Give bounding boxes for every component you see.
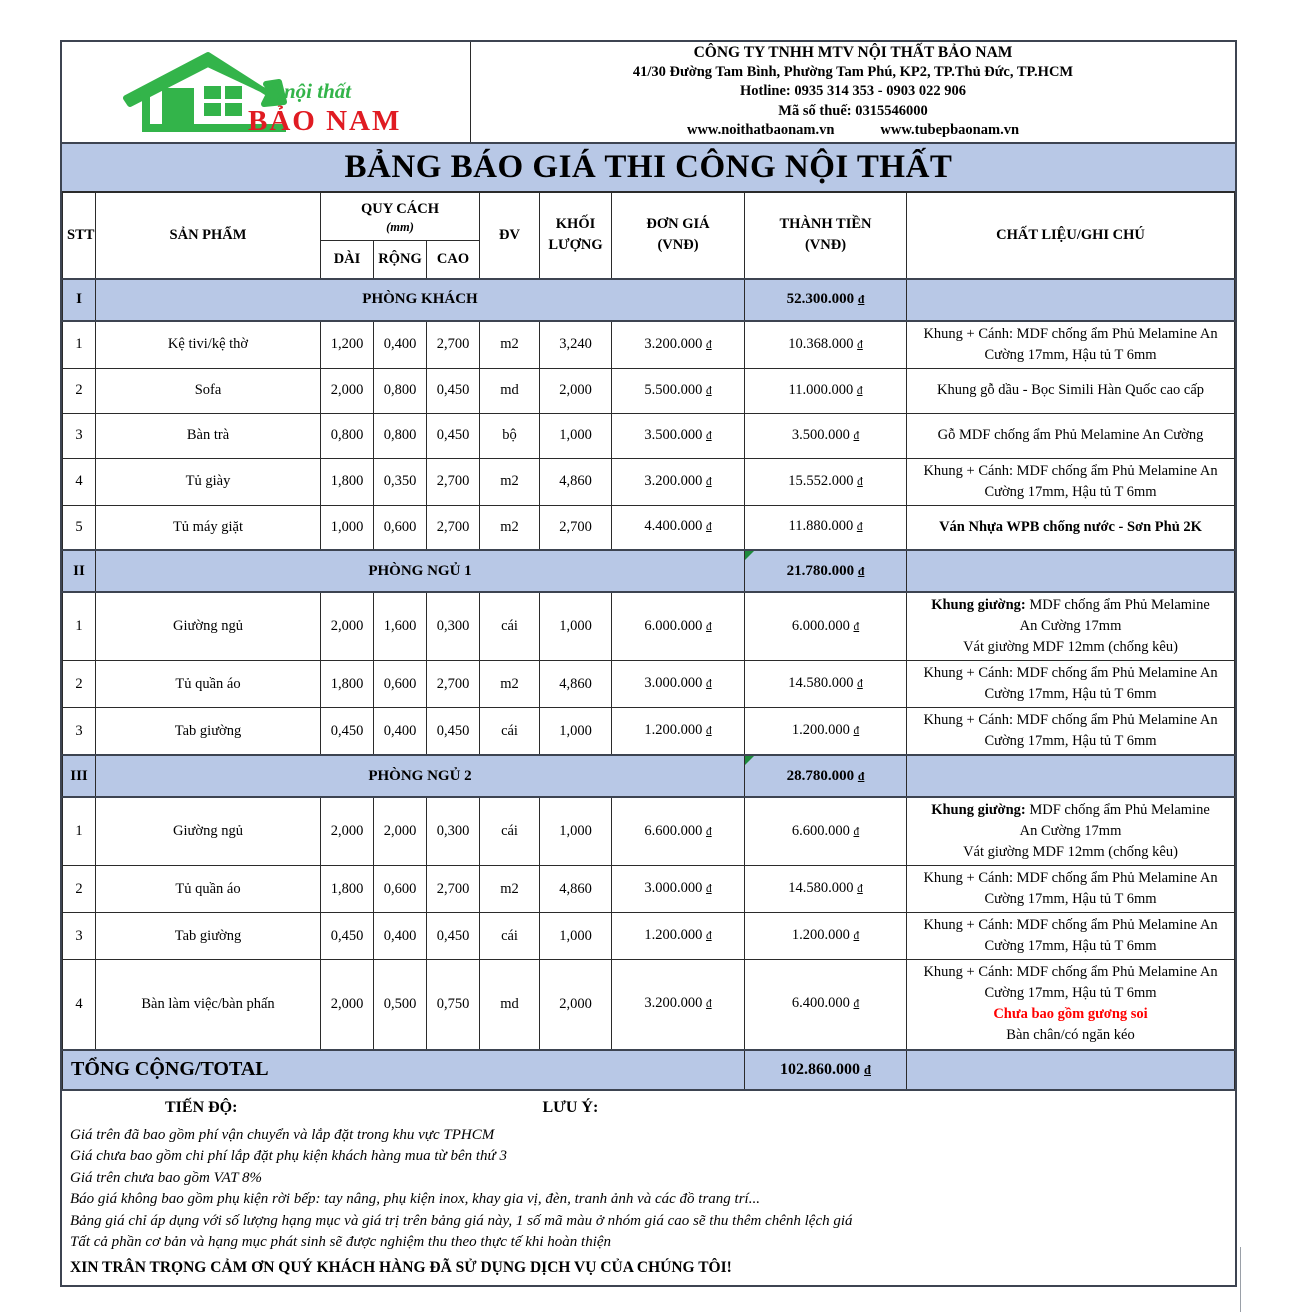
company-hotline: Hotline: 0935 314 353 - 0903 022 906 [740,83,966,100]
document-header [62,42,1235,142]
product-cell: Sofa [96,368,321,413]
thanks-line: XIN TRÂN TRỌNG CẢM ƠN QUÝ KHÁCH HÀNG ĐÃ SỬ DỤNG DỊCH VỤ CỦA CHÚNG TÔI! [70,1258,732,1276]
thanh-tien-cell: 10.368.000 đ [745,321,907,369]
stt-cell: 3 [63,913,96,960]
table-row [63,960,1235,1050]
dv-cell: cái [480,592,540,661]
rong-cell: 0,350 [374,458,427,505]
col-header-cao: CAO [427,241,480,279]
dai-cell: 1,200 [321,321,374,369]
note-cell: Gỗ MDF chống ẩm Phủ Melamine An Cường [907,413,1235,458]
section-subtotal: 52.300.000 đ [745,279,907,321]
cao-cell: 0,450 [427,368,480,413]
dv-cell: cái [480,797,540,866]
section-header-row [63,279,1235,321]
col-header-stt: STT [63,193,96,279]
col-header-thanh-tien: THÀNH TIỀN (VNĐ) [745,193,907,279]
stt-cell: 4 [63,960,96,1050]
dv-cell: cái [480,913,540,960]
rong-cell: 0,800 [374,368,427,413]
col-header-don-gia: ĐƠN GIÁ (VNĐ) [612,193,745,279]
section-note-cell [907,755,1235,797]
footer-note: Giá trên chưa bao gồm VAT 8% [70,1169,263,1186]
section-subtotal: 28.780.000 đ [745,755,907,797]
dong-sign: đ [864,1062,871,1077]
quote-table-body [63,279,1235,1050]
document-footer [62,1091,1235,1285]
dv-cell: m2 [480,321,540,369]
luu-y-label: LƯU Ý: [542,1098,599,1116]
section-header-row [63,755,1235,797]
col-header-rong: RỘNG [374,241,427,279]
footer-notes [70,1125,1227,1254]
col-header-san-pham: SẢN PHẨM [96,193,321,279]
product-cell: Tab giường [96,913,321,960]
cao-cell: 2,700 [427,661,480,708]
section-note-cell [907,550,1235,592]
stt-cell: 5 [63,505,96,550]
section-numeral: II [63,550,96,592]
company-address: 41/30 Đường Tam Bình, Phường Tam Phú, KP2, TP.Thủ Đức, TP.HCM [632,63,1074,80]
product-cell: Kệ tivi/kệ thờ [96,321,321,369]
cao-cell: 0,450 [427,913,480,960]
footer-note: Giá trên đã bao gồm phí vận chuyển và lắp đặt trong khu vực TPHCM [70,1126,495,1143]
stt-cell: 3 [63,708,96,756]
khoi-luong-cell: 1,000 [540,797,612,866]
thanh-tien-cell: 14.580.000 đ [745,661,907,708]
table-row [63,592,1235,661]
dai-cell: 1,800 [321,661,374,708]
company-logo [62,42,470,142]
rong-cell: 0,600 [374,505,427,550]
product-cell: Bàn làm việc/bàn phấn [96,960,321,1050]
cao-cell: 2,700 [427,505,480,550]
tien-do-label: TIẾN ĐỘ: [165,1098,238,1116]
footer-note: Tất cả phần cơ bản và hạng mục phát sinh sẽ được nghiệm thu theo thực tế khi hoàn thiện [70,1234,612,1250]
khoi-luong-cell: 1,000 [540,913,612,960]
page-gridline [1240,1247,1241,1312]
don-gia-cell: 3.000.000 đ [612,866,745,913]
table-row [63,321,1235,369]
section-subtotal: 21.780.000 đ [745,550,907,592]
stt-cell: 2 [63,866,96,913]
dai-cell: 2,000 [321,368,374,413]
khoi-luong-cell: 4,860 [540,458,612,505]
rong-cell: 0,600 [374,661,427,708]
rong-cell: 0,400 [374,321,427,369]
don-gia-cell: 6.600.000 đ [612,797,745,866]
dai-cell: 0,800 [321,413,374,458]
thanh-tien-cell: 11.880.000 đ [745,505,907,550]
col-header-quy-cach: QUY CÁCH (mm) [321,193,480,241]
product-cell: Tủ quần áo [96,866,321,913]
total-row [63,1050,1235,1090]
table-row [63,661,1235,708]
khoi-luong-cell: 1,000 [540,708,612,756]
don-gia-cell: 3.000.000 đ [612,661,745,708]
cao-cell: 2,700 [427,866,480,913]
don-gia-cell: 1.200.000 đ [612,913,745,960]
thanh-tien-cell: 11.000.000 đ [745,368,907,413]
khoi-luong-cell: 2,000 [540,960,612,1050]
note-cell: Khung + Cánh: MDF chống ẩm Phủ Melamine An Cường 17mm, Hậu tủ T 6mm [907,708,1235,756]
stt-cell: 3 [63,413,96,458]
note-cell: Khung + Cánh: MDF chống ẩm Phủ Melamine An Cường 17mm, Hậu tủ T 6mm [907,321,1235,369]
khoi-luong-cell: 1,000 [540,413,612,458]
footer-note: Giá chưa bao gồm chi phí lắp đặt phụ kiện khách hàng mua từ bên thứ 3 [70,1148,507,1164]
footer-note: Báo giá không bao gồm phụ kiện rời bếp: tay nâng, phụ kiện inox, khay gia vị, đèn, tranh ảnh và các đồ trang trí... [70,1191,760,1207]
dai-cell: 2,000 [321,797,374,866]
stt-cell: 2 [63,368,96,413]
stt-cell: 1 [63,592,96,661]
don-gia-cell: 1.200.000 đ [612,708,745,756]
table-row [63,505,1235,550]
table-row [63,866,1235,913]
company-name: CÔNG TY TNHH MTV NỘI THẤT BẢO NAM [693,44,1013,62]
company-info [470,42,1235,142]
product-cell: Giường ngủ [96,592,321,661]
note-cell: Khung + Cánh: MDF chống ẩm Phủ Melamine An Cường 17mm, Hậu tủ T 6mm [907,661,1235,708]
khoi-luong-cell: 4,860 [540,866,612,913]
rong-cell: 0,500 [374,960,427,1050]
dai-cell: 1,800 [321,866,374,913]
product-cell: Tab giường [96,708,321,756]
section-name: PHÒNG NGỦ 2 [96,755,745,797]
section-name: PHÒNG KHÁCH [96,279,745,321]
stt-cell: 2 [63,661,96,708]
total-label: TỔNG CỘNG/TOTAL [63,1050,745,1090]
product-cell: Giường ngủ [96,797,321,866]
don-gia-cell: 6.000.000 đ [612,592,745,661]
rong-cell: 2,000 [374,797,427,866]
dai-cell: 1,000 [321,505,374,550]
note-cell: Khung giường: MDF chống ẩm Phủ Melamine An Cường 17mm Vát giường MDF 12mm (chống kêu) [907,592,1235,661]
note-cell: Khung + Cánh: MDF chống ẩm Phủ Melamine An Cường 17mm, Hậu tủ T 6mm [907,913,1235,960]
khoi-luong-cell: 2,700 [540,505,612,550]
table-row [63,797,1235,866]
company-website-1[interactable]: www.noithatbaonam.vn [686,122,835,139]
thanh-tien-cell: 15.552.000 đ [745,458,907,505]
dv-cell: bộ [480,413,540,458]
thanh-tien-cell: 6.400.000 đ [745,960,907,1050]
col-header-khoi-luong: KHỐI LƯỢNG [540,193,612,279]
table-row [63,458,1235,505]
rong-cell: 0,400 [374,708,427,756]
table-head [63,193,1235,279]
thanh-tien-cell: 6.000.000 đ [745,592,907,661]
khoi-luong-cell: 1,000 [540,592,612,661]
rong-cell: 1,600 [374,592,427,661]
section-numeral: I [63,279,96,321]
cao-cell: 0,450 [427,708,480,756]
stt-cell: 1 [63,321,96,369]
cao-cell: 0,300 [427,592,480,661]
dv-cell: m2 [480,505,540,550]
dai-cell: 1,800 [321,458,374,505]
note-cell: Khung gỗ dầu - Bọc Simili Hàn Quốc cao cấp [907,368,1235,413]
dv-cell: m2 [480,661,540,708]
total-amount: 102.860.000 đ [745,1050,907,1090]
dai-cell: 2,000 [321,960,374,1050]
thanh-tien-cell: 3.500.000 đ [745,413,907,458]
cao-cell: 0,450 [427,413,480,458]
section-numeral: III [63,755,96,797]
dv-cell: md [480,368,540,413]
rong-cell: 0,800 [374,413,427,458]
table-row [63,413,1235,458]
don-gia-cell: 3.500.000 đ [612,413,745,458]
cao-cell: 0,300 [427,797,480,866]
document-title: BẢNG BÁO GIÁ THI CÔNG NỘI THẤT [62,142,1235,192]
khoi-luong-cell: 2,000 [540,368,612,413]
don-gia-cell: 3.200.000 đ [612,960,745,1050]
note-cell: Ván Nhựa WPB chống nước - Sơn Phủ 2K [907,505,1235,550]
note-cell: Khung + Cánh: MDF chống ẩm Phủ Melamine An Cường 17mm, Hậu tủ T 6mm Chưa bao gồm gương soi Bàn chân/có ngăn kéo [907,960,1235,1050]
dv-cell: m2 [480,458,540,505]
quotation-table [62,192,1235,1091]
don-gia-cell: 4.400.000 đ [612,505,745,550]
total-note-cell [907,1050,1235,1090]
company-website-2[interactable]: www.tubepbaonam.vn [880,122,1020,139]
rong-cell: 0,400 [374,913,427,960]
dai-cell: 0,450 [321,708,374,756]
khoi-luong-cell: 4,860 [540,661,612,708]
col-header-dv: ĐV [480,193,540,279]
table-row [63,368,1235,413]
house-logo-icon [116,46,416,138]
don-gia-cell: 5.500.000 đ [612,368,745,413]
logo-text-noithat: nội thất [284,79,352,103]
section-name: PHÒNG NGỦ 1 [96,550,745,592]
thanh-tien-cell: 1.200.000 đ [745,708,907,756]
table-row [63,708,1235,756]
stt-cell: 4 [63,458,96,505]
dai-cell: 0,450 [321,913,374,960]
stt-cell: 1 [63,797,96,866]
footer-note: Bảng giá chỉ áp dụng với số lượng hạng mục và giá trị trên bảng giá này, 1 số mã màu ở nhóm giá cao sẽ thu thêm chênh lệch giá [70,1212,853,1229]
dv-cell: m2 [480,866,540,913]
dai-cell: 2,000 [321,592,374,661]
product-cell: Tủ giày [96,458,321,505]
section-note-cell [907,279,1235,321]
cao-cell: 0,750 [427,960,480,1050]
khoi-luong-cell: 3,240 [540,321,612,369]
section-header-row [63,550,1235,592]
cao-cell: 2,700 [427,321,480,369]
logo-text-baonam: BẢO NAM [248,105,402,137]
thanh-tien-cell: 14.580.000 đ [745,866,907,913]
rong-cell: 0,600 [374,866,427,913]
product-cell: Tủ quần áo [96,661,321,708]
note-cell: Khung giường: MDF chống ẩm Phủ Melamine An Cường 17mm Vát giường MDF 12mm (chống kêu) [907,797,1235,866]
company-tax-code: Mã số thuế: 0315546000 [778,102,928,119]
don-gia-cell: 3.200.000 đ [612,458,745,505]
quotation-document [60,40,1237,1287]
cao-cell: 2,700 [427,458,480,505]
note-cell: Khung + Cánh: MDF chống ẩm Phủ Melamine An Cường 17mm, Hậu tủ T 6mm [907,458,1235,505]
col-header-chat-lieu: CHẤT LIỆU/GHI CHÚ [907,193,1235,279]
thanh-tien-cell: 6.600.000 đ [745,797,907,866]
thanh-tien-cell: 1.200.000 đ [745,913,907,960]
product-cell: Tủ máy giặt [96,505,321,550]
dv-cell: md [480,960,540,1050]
note-cell: Khung + Cánh: MDF chống ẩm Phủ Melamine An Cường 17mm, Hậu tủ T 6mm [907,866,1235,913]
don-gia-cell: 3.200.000 đ [612,321,745,369]
product-cell: Bàn trà [96,413,321,458]
col-header-dai: DÀI [321,241,374,279]
table-row [63,913,1235,960]
dv-cell: cái [480,708,540,756]
